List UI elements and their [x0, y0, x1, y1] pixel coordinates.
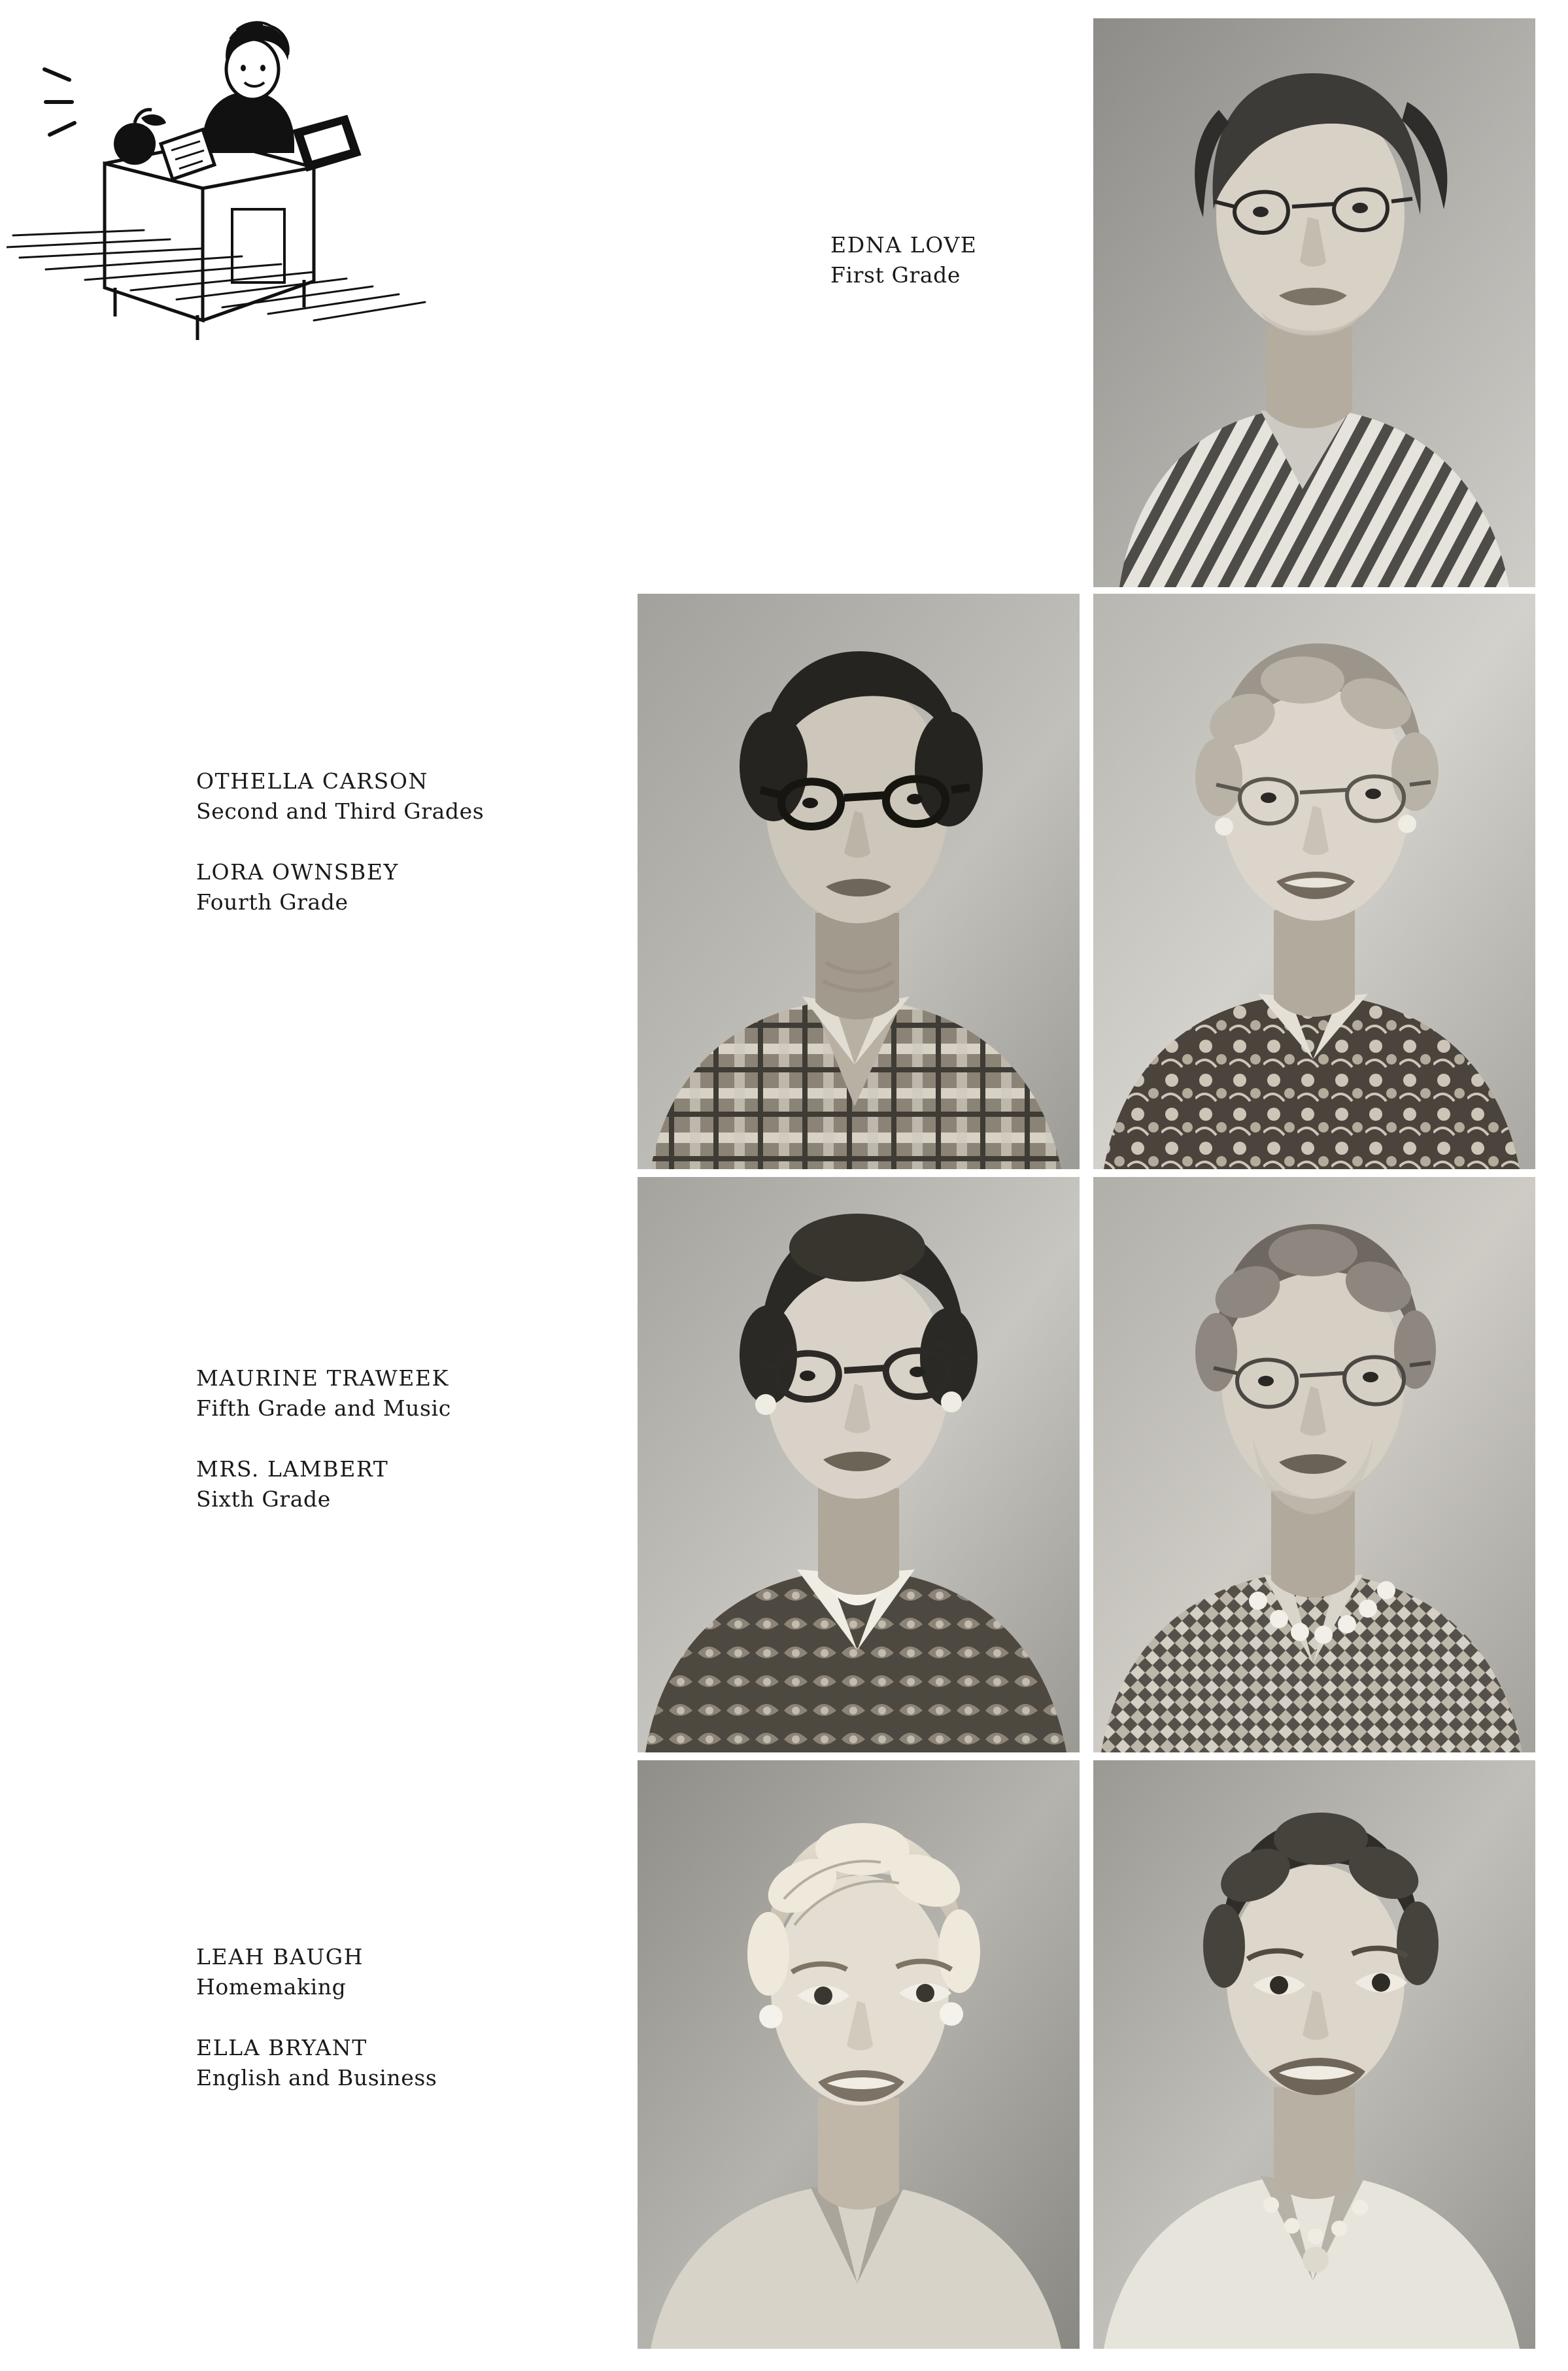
caption-entry	[196, 2033, 437, 2092]
caption-block-carson-ownsbey	[196, 766, 484, 917]
teacher-name: OTHELLA CARSON	[196, 768, 428, 794]
caption-block-edna-love	[830, 230, 977, 290]
teacher-name: MAURINE TRAWEEK	[196, 1365, 449, 1391]
teacher-role: Homemaking	[196, 1973, 347, 2000]
teacher-role: First Grade	[830, 262, 961, 288]
teacher-role: Second and Third Grades	[196, 798, 485, 824]
portrait-photo-edna-love	[1093, 18, 1535, 587]
teacher-at-desk-illustration	[7, 13, 451, 353]
caption-block-traweek-lambert	[196, 1363, 451, 1514]
caption-entry	[196, 766, 484, 826]
teacher-role: Fourth Grade	[196, 889, 349, 915]
caption-entry	[196, 1454, 451, 1514]
portrait-photo-othella-carson	[638, 594, 1080, 1169]
teacher-name: EDNA LOVE	[830, 232, 978, 258]
teacher-name: LEAH BAUGH	[196, 1944, 364, 1970]
portrait-photo-ella-bryant	[1093, 1760, 1535, 2349]
caption-entry	[196, 1942, 437, 2002]
portrait-photo-leah-baugh	[638, 1760, 1080, 2349]
portrait-photo-lora-ownsbey	[1093, 594, 1535, 1169]
teacher-role: English and Business	[196, 2064, 437, 2090]
teacher-role: Fifth Grade and Music	[196, 1395, 451, 1421]
caption-entry	[196, 1363, 451, 1423]
portrait-photo-maurine-traweek	[638, 1177, 1080, 1752]
caption-entry	[196, 857, 484, 917]
portrait-photo-mrs-lambert	[1093, 1177, 1535, 1752]
teacher-role: Sixth Grade	[196, 1486, 331, 1512]
teacher-name: MRS. LAMBERT	[196, 1456, 389, 1482]
caption-entry	[830, 230, 977, 290]
teacher-name: LORA OWNSBEY	[196, 859, 399, 885]
caption-block-baugh-bryant	[196, 1942, 437, 2092]
teacher-name: ELLA BRYANT	[196, 2035, 367, 2061]
